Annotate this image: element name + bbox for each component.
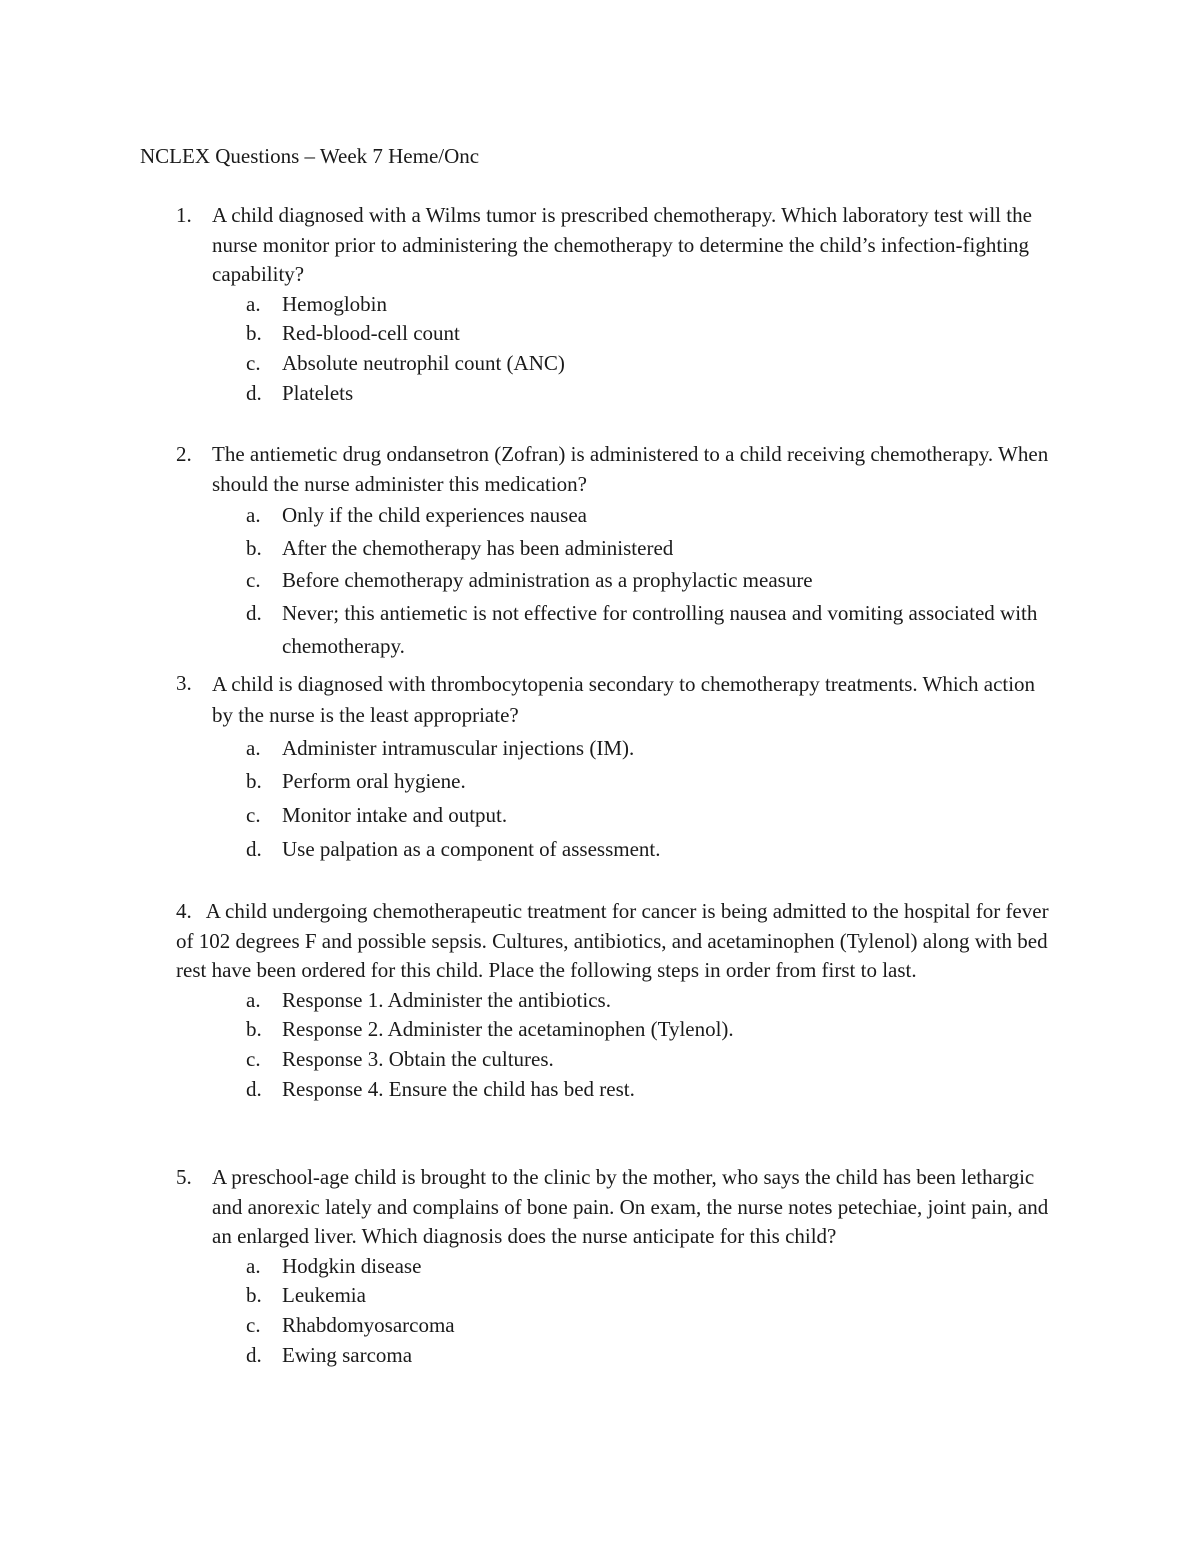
answer-option[interactable]	[246, 1252, 1060, 1282]
option-letter: d.	[246, 380, 262, 405]
option-text: Use palpation as a component of assessment.	[282, 836, 661, 861]
option-letter: c.	[246, 1046, 261, 1071]
question-number: 5.	[176, 1165, 192, 1189]
question-number: 2.	[176, 442, 192, 466]
answer-option[interactable]	[246, 1281, 1060, 1311]
option-letter: d.	[246, 600, 262, 625]
question-4	[140, 897, 1060, 1104]
option-letter: c.	[246, 1312, 261, 1337]
option-text: Hemoglobin	[282, 291, 387, 316]
option-letter: c.	[246, 568, 261, 593]
option-text: After the chemotherapy has been administered	[282, 535, 674, 560]
option-letter: d.	[246, 1342, 262, 1367]
answer-option[interactable]	[246, 290, 1060, 320]
option-letter: d.	[246, 836, 262, 861]
answer-option[interactable]	[246, 349, 1060, 379]
option-letter: b.	[246, 535, 262, 560]
answer-options	[140, 986, 1060, 1104]
question-number: 1.	[176, 203, 192, 227]
answer-option[interactable]	[246, 597, 1060, 662]
answer-option[interactable]	[246, 1075, 1060, 1105]
answer-option[interactable]	[246, 986, 1060, 1016]
option-text: Perform oral hygiene.	[282, 769, 466, 794]
question-number: 3.	[176, 671, 192, 695]
answer-option[interactable]	[246, 732, 1060, 766]
option-text: Administer intramuscular injections (IM).	[282, 735, 635, 760]
answer-option[interactable]	[246, 499, 1060, 532]
option-text: Red-blood-cell count	[282, 321, 460, 346]
option-letter: a.	[246, 1253, 261, 1278]
option-text: Leukemia	[282, 1283, 366, 1308]
option-letter: d.	[246, 1076, 262, 1101]
answer-options	[140, 732, 1060, 866]
option-text: Response 4. Ensure the child has bed rest.	[282, 1076, 635, 1101]
question-text: A child diagnosed with a Wilms tumor is prescribed chemotherapy. Which laboratory test will the nurse monitor prior to administering the chemotherapy to determine the child’s infection-fighting capability?	[212, 203, 1032, 287]
question-2	[140, 440, 1060, 662]
option-letter: c.	[246, 803, 261, 827]
question-text: A child is diagnosed with thrombocytopenia secondary to chemotherapy treatments. Which action by the nurse is the least appropriate?	[212, 672, 1036, 728]
option-text: Monitor intake and output.	[282, 803, 508, 827]
answer-option[interactable]	[246, 1045, 1060, 1075]
option-letter: b.	[246, 321, 262, 346]
answer-option[interactable]	[246, 765, 1060, 799]
answer-option[interactable]	[246, 799, 1060, 833]
option-letter: a.	[246, 735, 261, 760]
question-text-block	[176, 897, 1060, 986]
answer-option[interactable]	[246, 1311, 1060, 1341]
question-text: The antiemetic drug ondansetron (Zofran) is administered to a child receiving chemotherapy. When should the nurse administer this medication?	[212, 442, 1049, 496]
option-letter: b.	[246, 769, 262, 794]
option-text: Platelets	[282, 380, 354, 405]
option-text: Only if the child experiences nausea	[282, 503, 587, 528]
answer-option[interactable]	[246, 319, 1060, 349]
option-text: Rhabdomyosarcoma	[282, 1312, 455, 1337]
option-text: Response 3. Obtain the cultures.	[282, 1046, 554, 1071]
document-title: NCLEX Questions – Week 7 Heme/Onc	[140, 144, 480, 168]
question-number: 4.	[176, 899, 192, 923]
answer-option[interactable]	[246, 1341, 1060, 1371]
option-letter: a.	[246, 291, 261, 316]
answer-option[interactable]	[246, 532, 1060, 565]
answer-options	[140, 290, 1060, 408]
option-letter: a.	[246, 503, 261, 528]
option-text: Absolute neutrophil count (ANC)	[282, 350, 565, 375]
option-letter: b.	[246, 1283, 262, 1308]
option-text: Before chemotherapy administration as a prophylactic measure	[282, 568, 813, 593]
question-text: A preschool-age child is brought to the clinic by the mother, who says the child has been lethargic and anorexic lately and complains of bone pain. On exam, the nurse notes petechiae, joint pain, and an enlarged liver. Which diagnosis does the nurse anticipate for this child?	[212, 1165, 1049, 1249]
question-5	[140, 1163, 1060, 1370]
option-letter: c.	[246, 350, 261, 375]
answer-option[interactable]	[246, 1015, 1060, 1045]
question-text: A child undergoing chemotherapeutic treatment for cancer is being admitted to the hospital for fever of 102 degrees F and possible sepsis. Cultures, antibiotics, and acetaminophen (Tylenol) along with bed rest have been ordered for this child. Place the following steps in order from first to last.	[176, 899, 1049, 983]
answer-options	[140, 499, 1060, 662]
option-text: Ewing sarcoma	[282, 1342, 413, 1367]
answer-option[interactable]	[246, 379, 1060, 409]
answer-option[interactable]	[246, 564, 1060, 597]
question-3	[140, 669, 1060, 866]
option-text: Response 1. Administer the antibiotics.	[282, 987, 611, 1012]
option-letter: a.	[246, 987, 261, 1012]
option-text: Response 2. Administer the acetaminophen (Tylenol).	[282, 1017, 734, 1042]
question-1	[140, 201, 1060, 408]
option-text: Never; this antiemetic is not effective for controlling nausea and vomiting associated with chemotherapy.	[282, 600, 1038, 658]
option-letter: b.	[246, 1017, 262, 1042]
option-text: Hodgkin disease	[282, 1253, 422, 1278]
answer-options	[140, 1252, 1060, 1370]
answer-option[interactable]	[246, 833, 1060, 867]
